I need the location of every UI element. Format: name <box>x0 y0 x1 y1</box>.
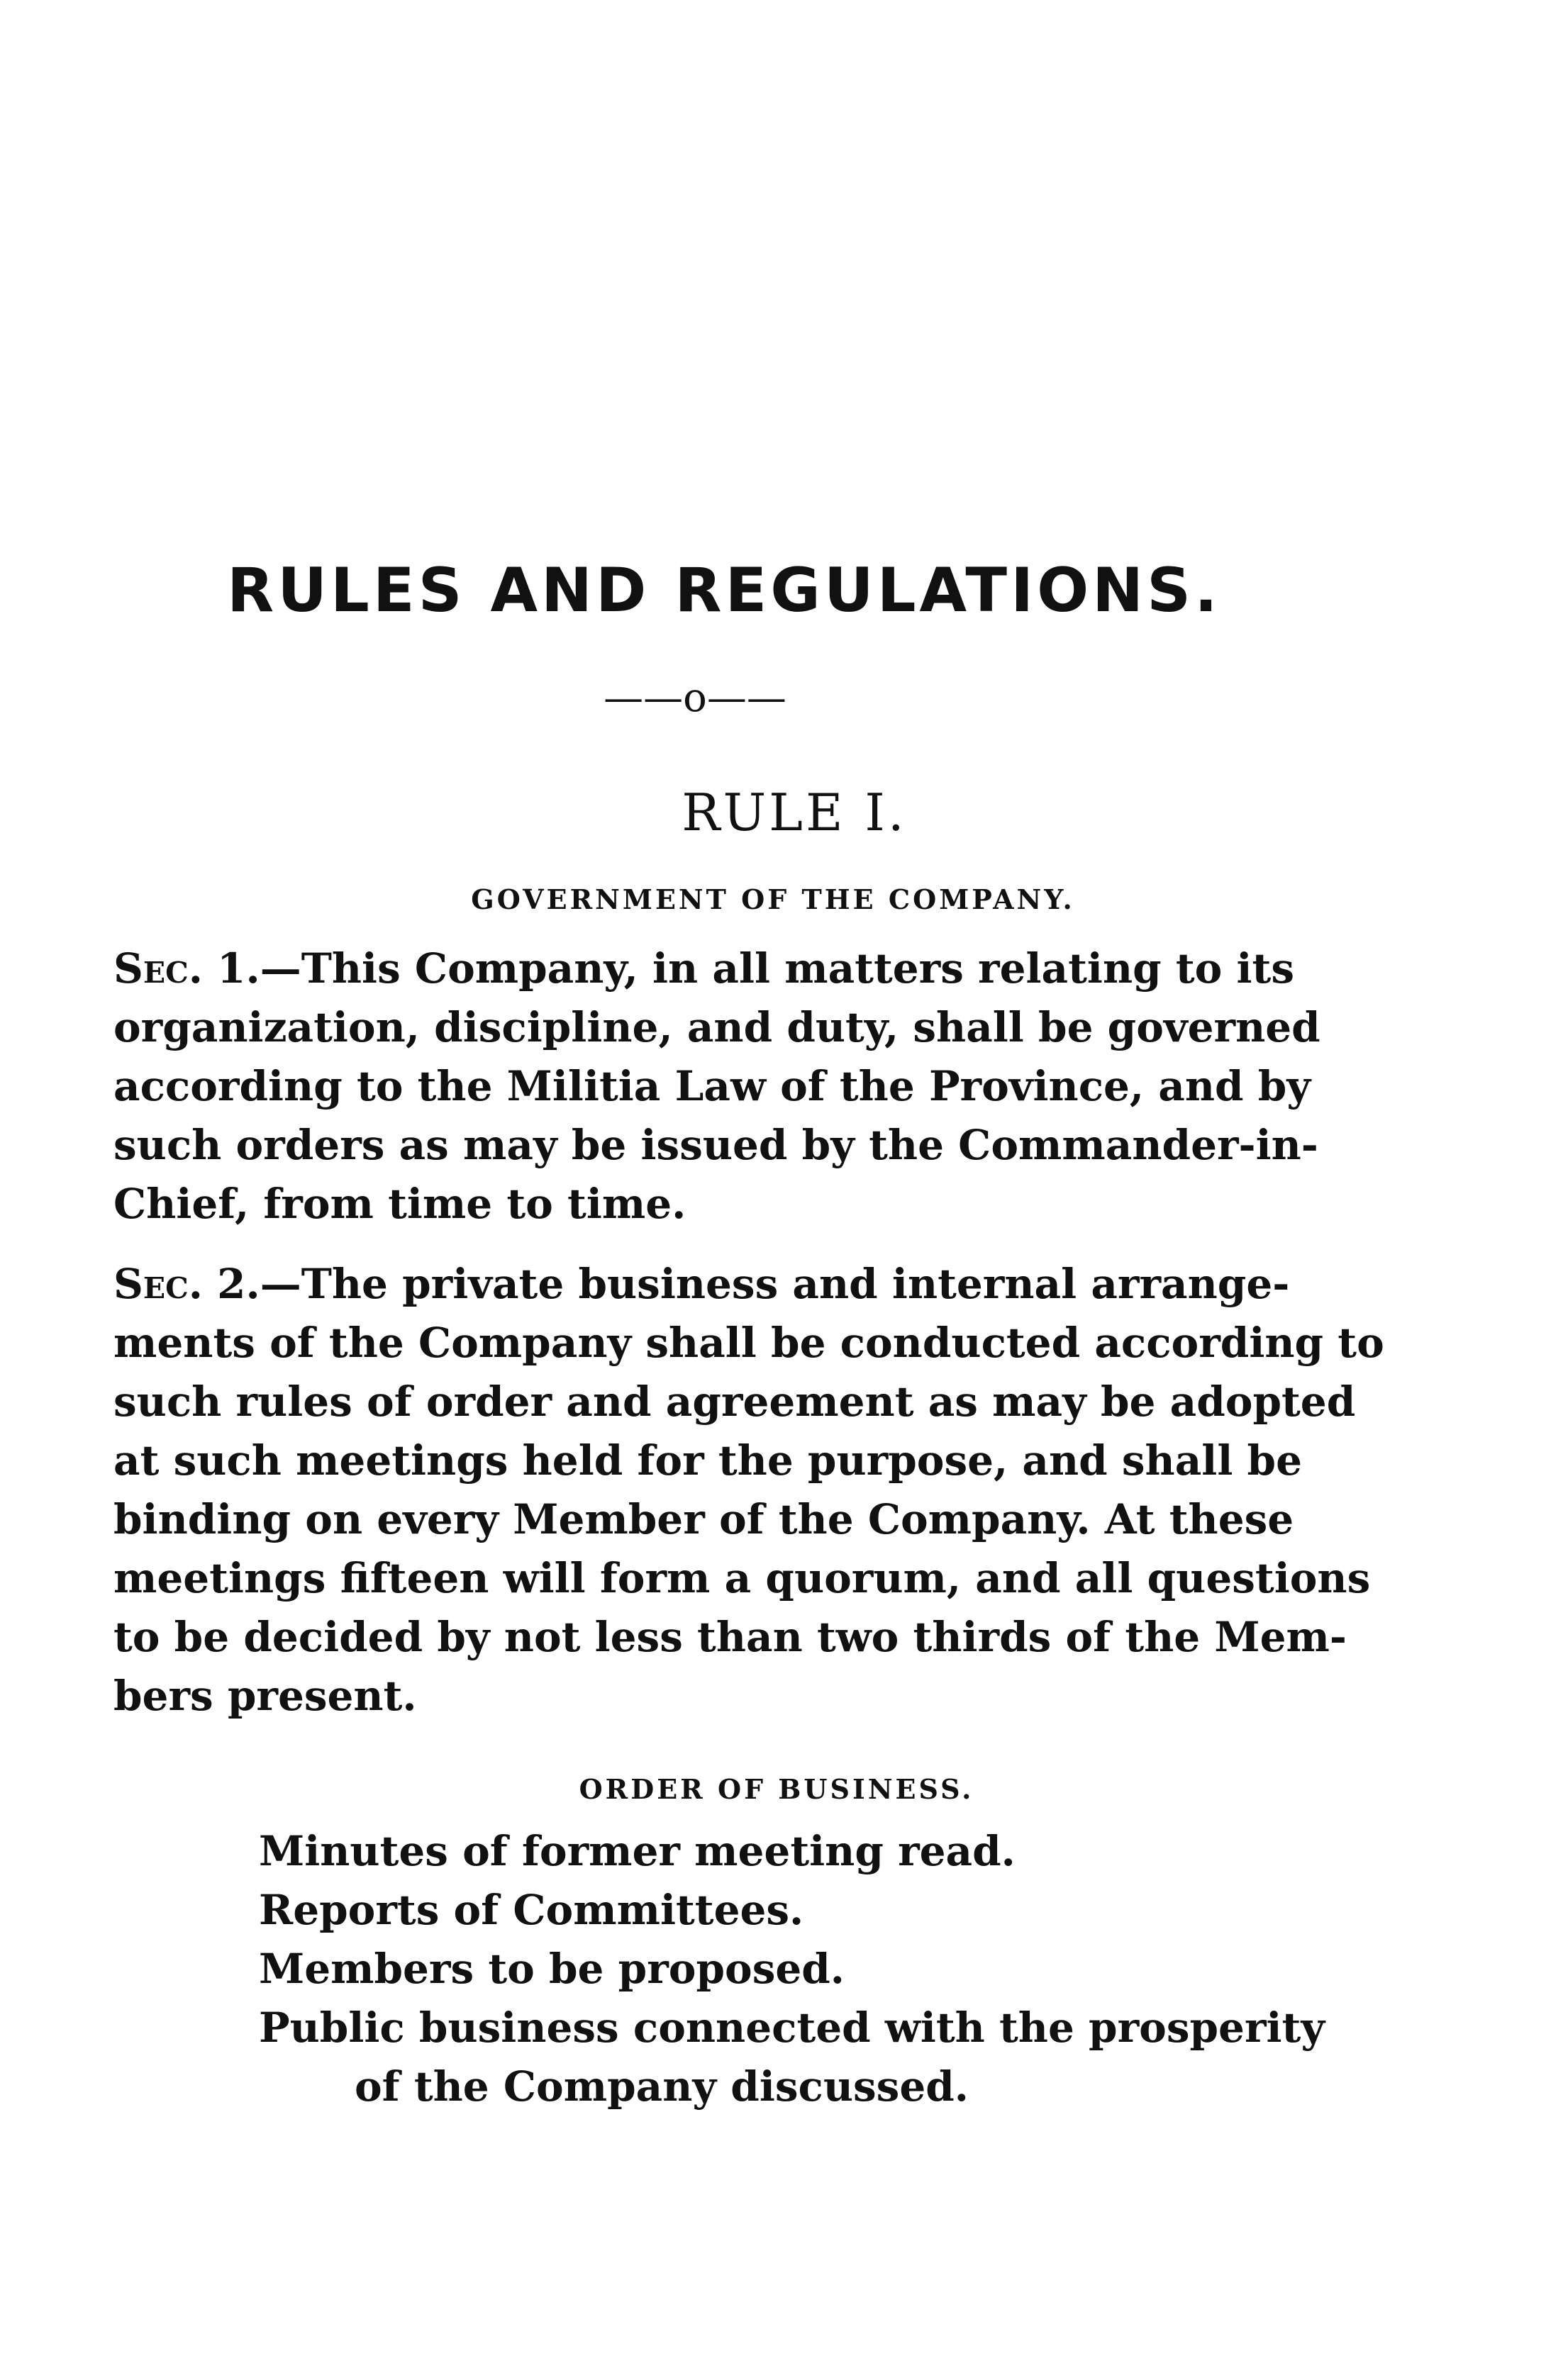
section-2-line-7: to be decided by not less than two thirds of the Mem- <box>113 1613 1347 1661</box>
section-1-paragraph <box>113 939 1320 1234</box>
section-1-line-4: such orders as may be issued by the Commander-in- <box>113 1121 1318 1169</box>
section-2-line-6: meetings fifteen will form a quorum, and all questions <box>113 1554 1371 1602</box>
section-2-label: Sec. 2. <box>113 1260 260 1308</box>
section-2-line-5: binding on every Member of the Company. At these <box>113 1495 1294 1543</box>
section-2-line-8: bers present. <box>113 1672 417 1720</box>
list-item: Members to be proposed. <box>259 1945 845 1993</box>
list-item: Public business connected with the prosperity <box>259 2004 1325 2052</box>
rule-heading: RULE I. <box>682 783 907 842</box>
ornamental-divider: ——o—— <box>604 675 786 721</box>
section-2-line-2: ments of the Company shall be conducted according to <box>113 1319 1384 1367</box>
order-of-business-list <box>259 1822 1325 2116</box>
section-2-line-3: such rules of order and agreement as may be adopted <box>113 1378 1356 1426</box>
page-title: RULES AND REGULATIONS. <box>227 555 1221 626</box>
section-1-label: Sec. 1. <box>113 944 260 993</box>
section-1-line-3: according to the Militia Law of the Province, and by <box>113 1062 1311 1110</box>
section-2-line-4: at such meetings held for the purpose, and shall be <box>113 1436 1302 1485</box>
section-1-line-5: Chief, from time to time. <box>113 1180 686 1228</box>
section-2-line-1: Sec. 2.—The private business and internal arrange- <box>113 1260 1290 1308</box>
section-2-paragraph <box>113 1255 1384 1726</box>
section-1-line-1: Sec. 1.—This Company, in all matters relating to its <box>113 944 1295 993</box>
section-1-line-2: organization, discipline, and duty, shall be governed <box>113 1003 1320 1051</box>
list-item: Reports of Committees. <box>259 1886 804 1934</box>
section-heading-government: GOVERNMENT OF THE COMPANY. <box>471 883 1075 915</box>
list-item-continuation: of the Company discussed. <box>355 2062 969 2111</box>
section-heading-order-of-business: ORDER OF BUSINESS. <box>579 1773 974 1805</box>
list-item: Minutes of former meeting read. <box>259 1827 1016 1875</box>
